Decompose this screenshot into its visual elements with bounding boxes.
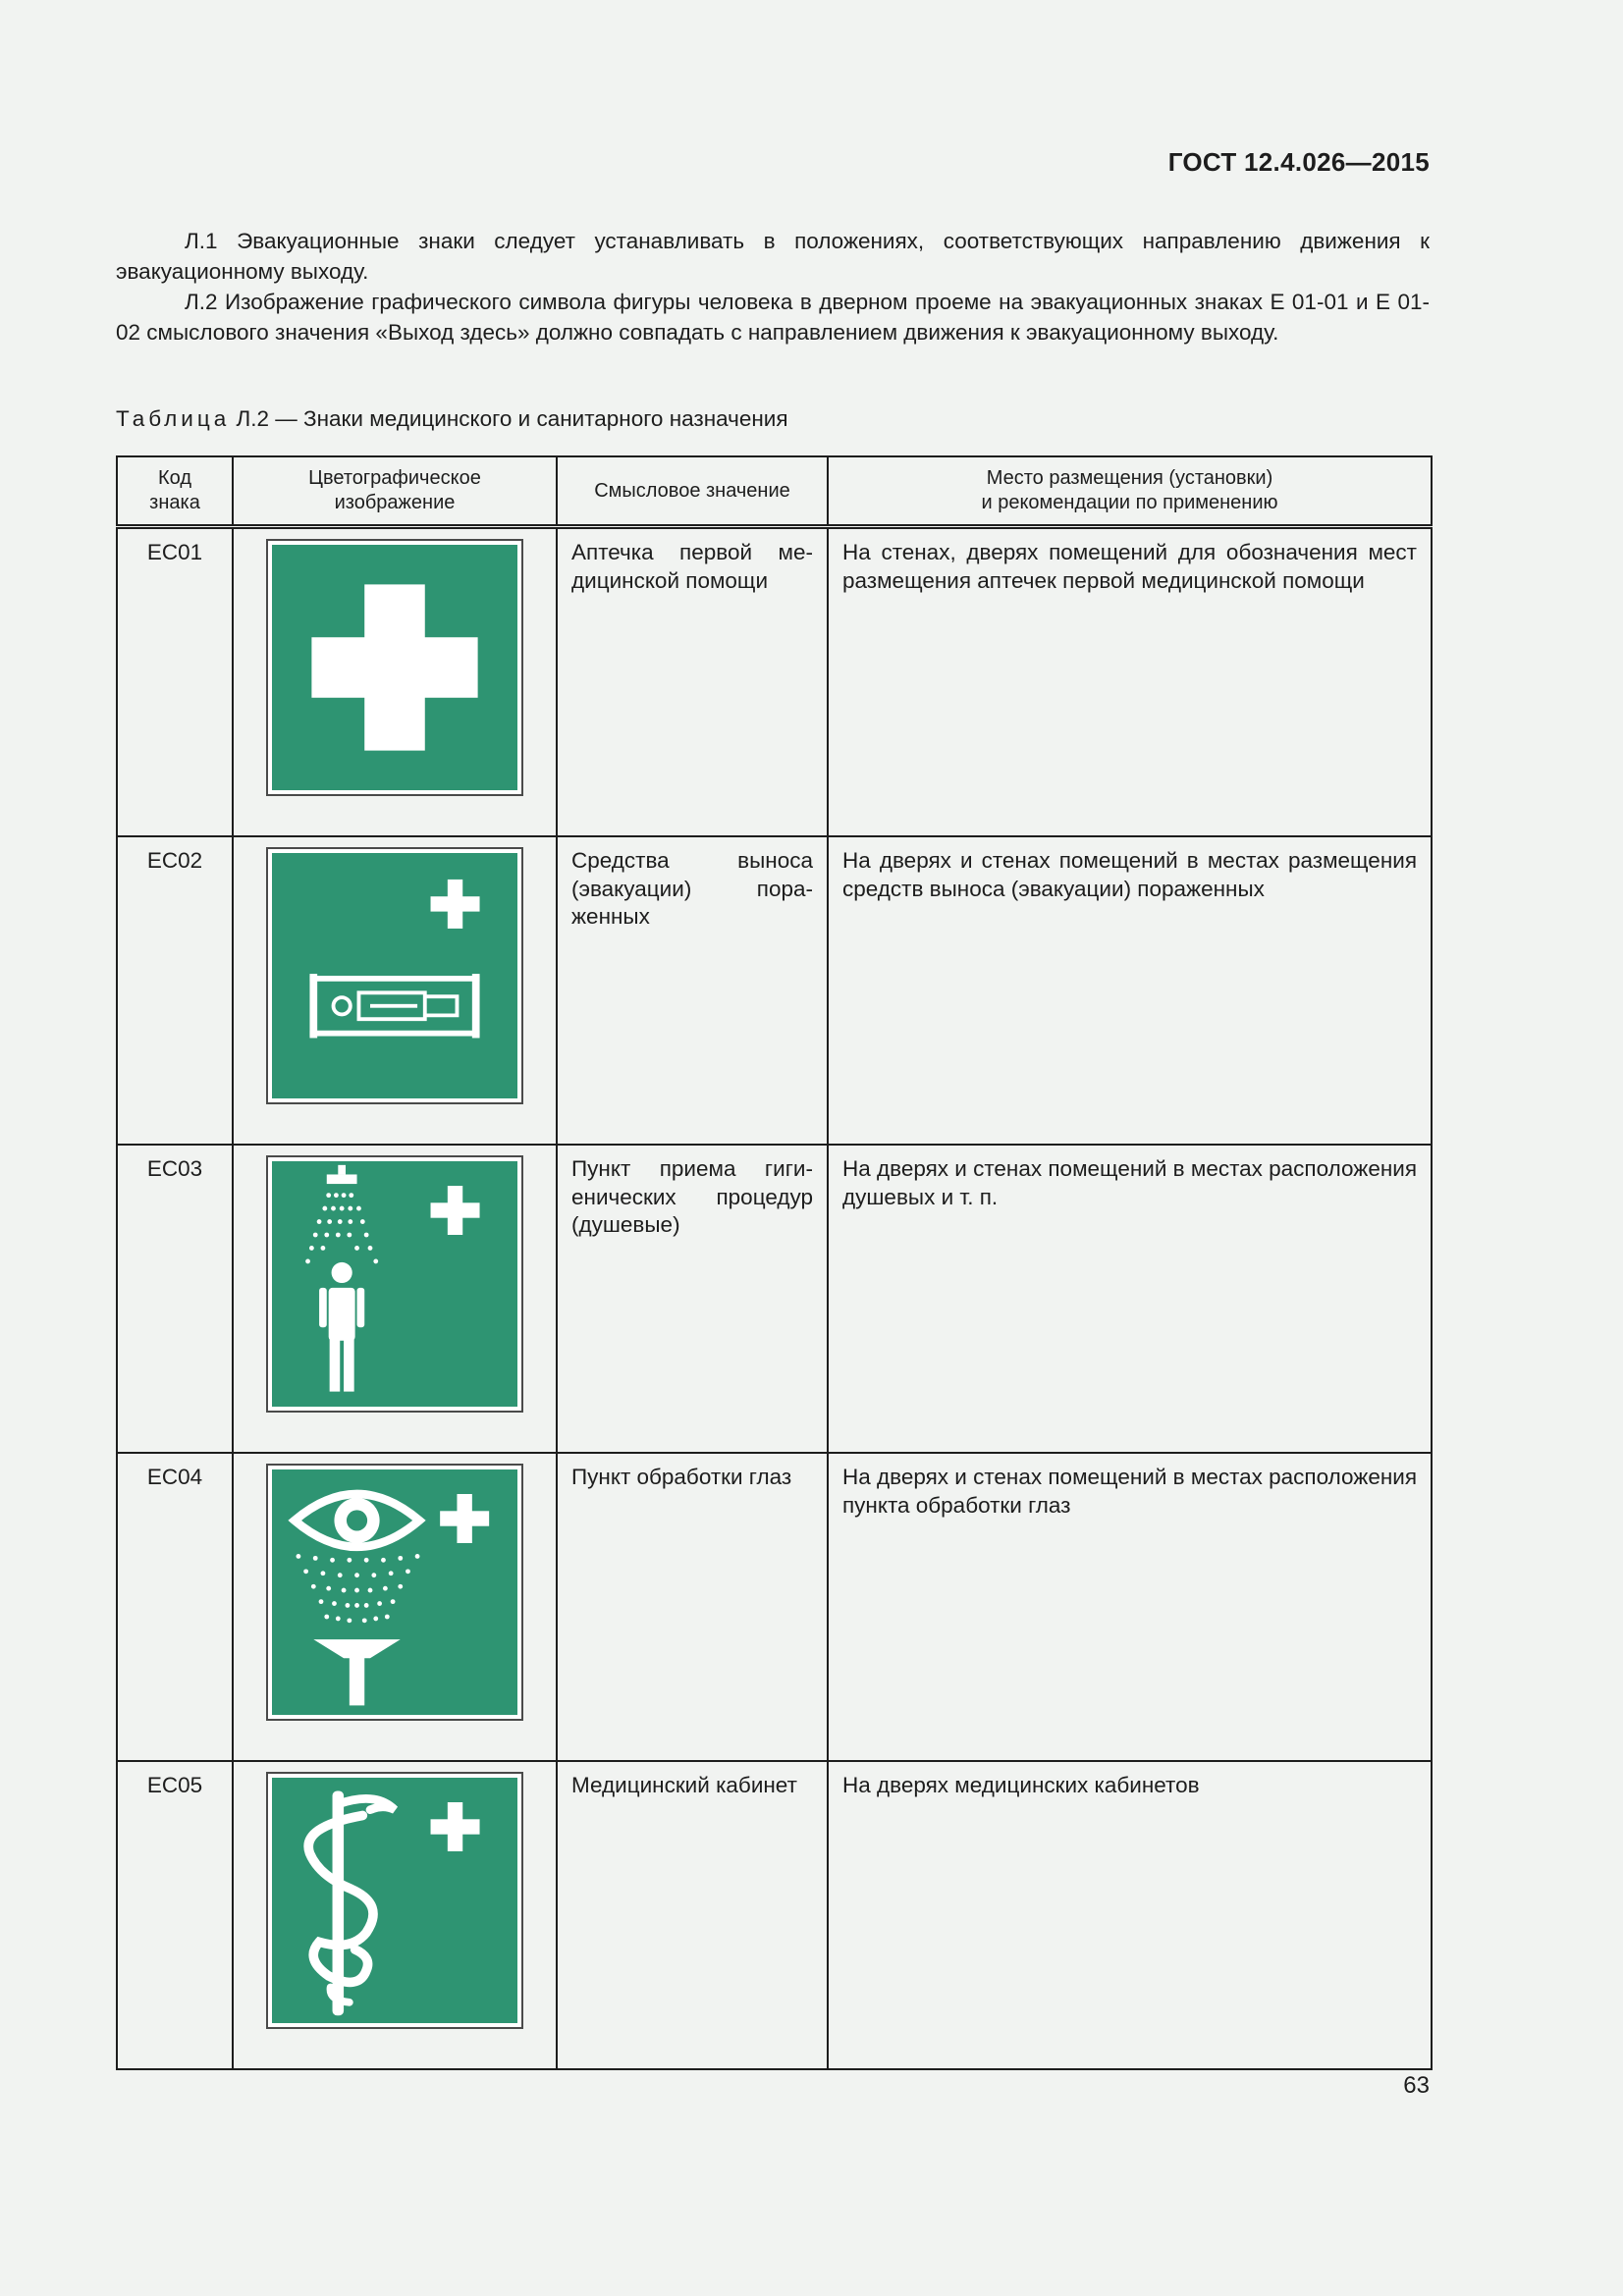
table-header-row (117, 456, 1432, 527)
table-row (117, 1145, 1432, 1453)
sign-meaning: Медицинский кабинет (557, 1761, 828, 2069)
document-code: ГОСТ 12.4.026—2015 (1167, 147, 1430, 177)
page-number: 63 (1403, 2072, 1430, 2099)
header-image-line1: Цветографическое (308, 467, 481, 489)
sign-meaning: Средства выноса (эвакуации) пораженных (557, 836, 828, 1145)
table-row (117, 1453, 1432, 1761)
sign-image-cell (233, 1761, 557, 2069)
table-row (117, 1761, 1432, 2069)
header-meaning: Смысловое значение (557, 456, 828, 527)
sign-image-cell (233, 1453, 557, 1761)
table-caption-text: Л.2 — Знаки медицинского и санитарного назначения (236, 406, 788, 431)
first-aid-cross-icon (266, 539, 523, 796)
sign-meaning: Аптечка первой медицинской помощи (557, 527, 828, 837)
paragraph-l2: Л.2 Изображение графического символа фигуры человека в дверном проеме на эвакуационных знаках Е 01-01 и Е 01-02 смыслового значения «Выход здесь» должно совпадать с направлением движения к эвакуационному выходу. (116, 290, 1430, 345)
sign-code: EC02 (117, 836, 233, 1145)
table-caption (116, 406, 788, 432)
header-place-line1: Место размещения (установки) (986, 467, 1273, 489)
sign-code: EC04 (117, 1453, 233, 1761)
signs-table (116, 455, 1433, 2070)
header-code (117, 456, 233, 527)
medical-room-icon (266, 1772, 523, 2029)
sign-image-cell (233, 1145, 557, 1453)
table-row (117, 836, 1432, 1145)
sign-placement: На дверях и стенах помещений в местах расположения пункта обработки глаз (828, 1453, 1432, 1761)
eye-wash-icon (266, 1464, 523, 1721)
sign-placement: На стенах, дверях помещений для обозначения мест размещения аптечек первой медицинской помощи (828, 527, 1432, 837)
sign-image-cell (233, 836, 557, 1145)
stretcher-icon (266, 847, 523, 1104)
sign-meaning: Пункт приема гигиенических процедур (душевые) (557, 1145, 828, 1453)
sign-image-cell (233, 527, 557, 837)
sign-meaning: Пункт обработки глаз (557, 1453, 828, 1761)
paragraph-l1: Л.1 Эвакуационные знаки следует устанавливать в положениях, соответствующих направлению движения к эвакуационному выходу. (116, 229, 1430, 284)
header-code-line2: знака (149, 492, 200, 513)
sign-placement: На дверях медицинских кабинетов (828, 1761, 1432, 2069)
table-caption-prefix: Таблица (116, 406, 231, 431)
sign-code: EC01 (117, 527, 233, 837)
header-place (828, 456, 1432, 527)
sign-code: EC05 (117, 1761, 233, 2069)
sign-placement: На дверях и стенах помещений в местах размещения средств выноса (эвакуации) пораженных (828, 836, 1432, 1145)
sign-code: EC03 (117, 1145, 233, 1453)
sign-placement: На дверях и стенах помещений в местах расположения душевых и т. п. (828, 1145, 1432, 1453)
table-row (117, 527, 1432, 837)
safety-shower-icon (266, 1155, 523, 1413)
header-image-line2: изображение (334, 492, 456, 513)
header-image (233, 456, 557, 527)
header-place-line2: и рекомендации по применению (981, 492, 1278, 513)
header-code-line1: Код (157, 467, 191, 489)
